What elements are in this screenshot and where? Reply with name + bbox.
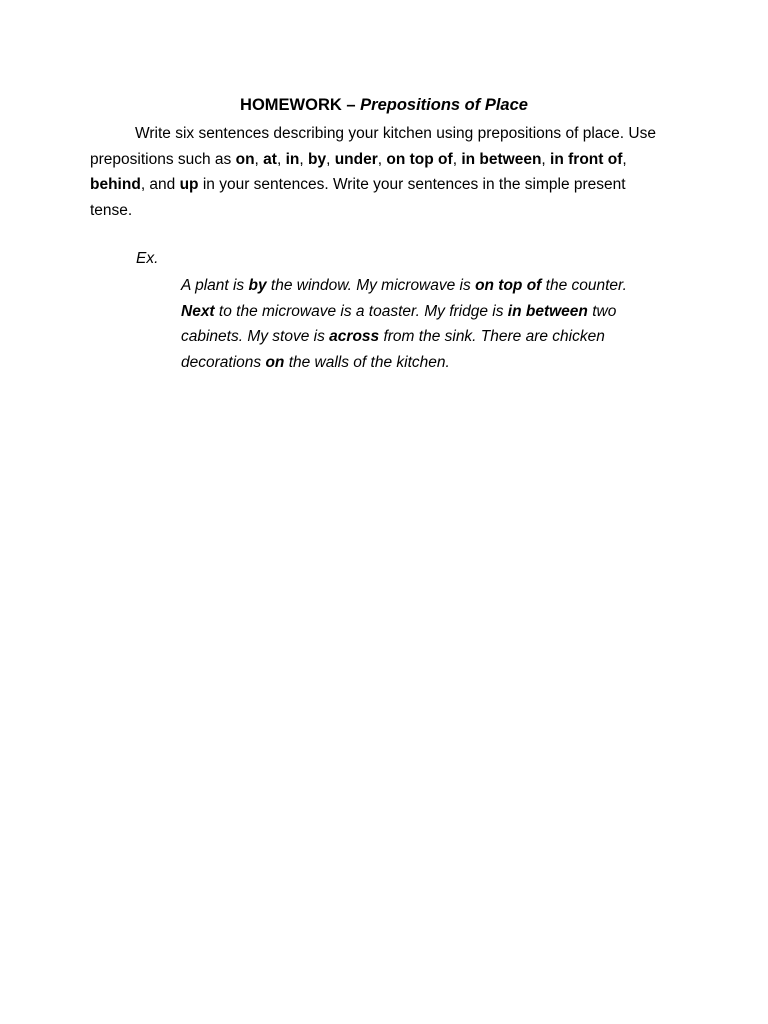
preposition-by: by [308,150,327,168]
instructions-text: tense. [90,202,133,220]
preposition-in-between: in between [461,150,542,168]
title-main: HOMEWORK – [240,96,361,114]
instructions-line-4 [90,198,690,224]
preposition-up: up [179,176,199,194]
example-text: decorations [181,354,266,372]
example-line-1 [181,273,661,299]
preposition-at: at [263,150,277,168]
separator: , [622,150,627,168]
instructions-text: prepositions such as [90,150,236,168]
instructions-line-1 [90,121,690,147]
example-text: two [587,302,617,320]
example-text: the walls of the kitchen. [284,354,450,372]
example-text: the counter. [541,277,627,294]
preposition-under: under [334,150,378,168]
instructions-text: Write six sentences describing your kitchen using prepositions of place. Use [135,125,656,142]
example-keyword-across: across [329,328,380,346]
example-text: from the sink. There are chicken [379,328,605,346]
instructions-paragraph [90,121,690,224]
example-text: to the microwave is a toaster. My fridge is [214,302,508,320]
page-title [0,94,768,116]
example-line-4 [181,350,661,376]
separator: , [541,150,551,168]
instructions-line-3 [90,172,690,198]
example-keyword-next: Next [181,302,215,320]
separator: , [254,150,264,168]
instructions-line-2 [90,147,690,173]
separator: , [299,150,308,168]
instructions-text: , and [140,176,180,194]
example-line-2 [181,299,661,325]
example-keyword-on-top-of: on top of [475,277,542,294]
example-text: A plant is [181,277,249,294]
preposition-on: on [235,150,255,168]
example-text: the window. My microwave is [266,277,476,294]
separator: , [276,150,286,168]
separator: , [452,150,462,168]
separator: , [326,150,335,168]
instructions-text: in your sentences. Write your sentences in the simple present [198,176,626,194]
title-subtitle: Prepositions of Place [360,96,528,114]
example-line-3 [181,324,661,350]
example-keyword-by: by [248,277,267,294]
example-text: cabinets. My stove is [181,328,330,346]
example-paragraph [181,273,661,376]
preposition-in-front-of: in front of [550,150,623,168]
example-keyword-on: on [265,354,285,372]
preposition-in: in [285,150,300,168]
example-label: Ex. [136,250,159,267]
preposition-behind: behind [90,176,141,194]
separator: , [377,150,387,168]
preposition-on-top-of: on top of [386,150,453,168]
example-keyword-in-between: in between [507,302,588,320]
